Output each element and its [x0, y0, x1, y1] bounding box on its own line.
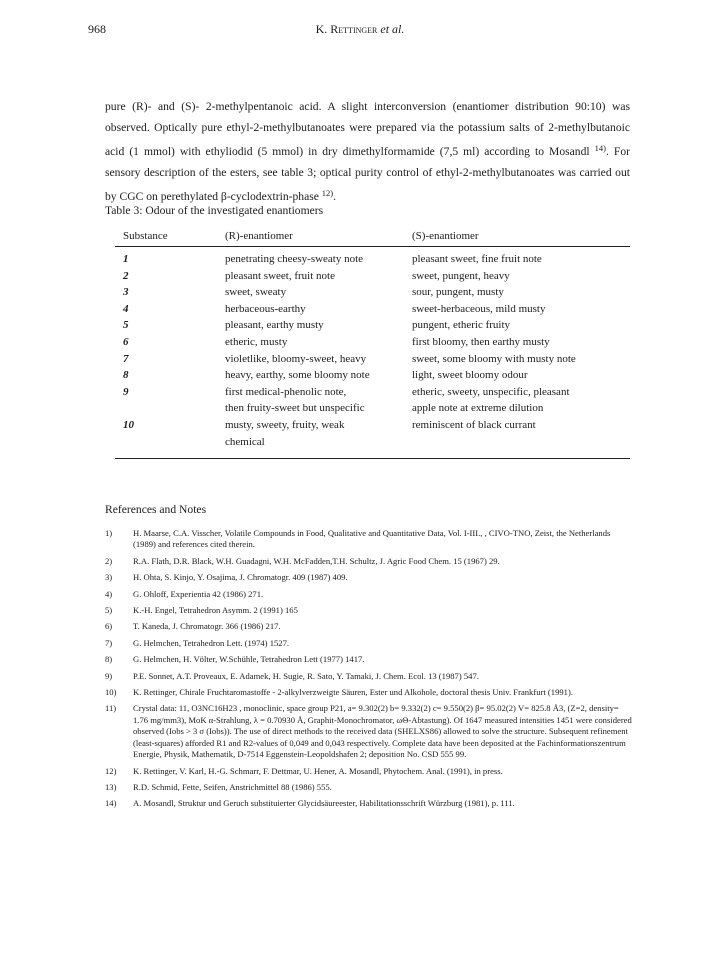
reference-item [105, 654, 635, 665]
table-row [115, 268, 630, 285]
table-row [115, 251, 630, 268]
body-text [105, 97, 630, 208]
reference-text: G. Helmchen, H. Völter, W.Schühle, Tetrahedron Lett (1977) 1417. [133, 654, 365, 665]
odour-table [115, 227, 630, 459]
substance-number: 3 [123, 286, 129, 299]
body-part-1: pure (R)- and (S)- 2-methylpentanoic acid. A slight interconversion (enantiomer distribution 90:10) was observed. Optically pure ethyl-2-methylbutanoates were prepared via the potassium salts of 2-methylbutanoic acid (1 mmol) with ethyliodid (5 mmol) in dry dimethylformamide (7,5 ml) according to Mosandl [105, 100, 630, 159]
reference-number: 1) [105, 528, 113, 538]
reference-number: 4) [105, 588, 113, 599]
running-head-author: K. Rettinger [315, 22, 378, 36]
table-rule-bottom [115, 458, 630, 459]
r-odour: pleasant, earthy musty [225, 319, 324, 332]
substance-number: 7 [123, 352, 129, 365]
substance-number [115, 400, 225, 417]
reference-item [105, 556, 635, 567]
r-odour: first medical-phenolic note, [225, 385, 347, 398]
reference-text: R.A. Flath, D.R. Black, W.H. Guadagni, W.H. McFadden,T.H. Schultz, J. Agric Food Chem. 15 (1967) 29. [133, 555, 500, 566]
running-head-etal: et al. [377, 22, 405, 36]
substance-number [115, 434, 225, 451]
s-odour: sweet-herbaceous, mild musty [412, 302, 546, 315]
header-substance: Substance [123, 230, 168, 242]
s-odour [412, 434, 630, 451]
table-row [115, 384, 630, 401]
body-paragraph [105, 97, 630, 208]
reference-text: R.D. Schmid, Fette, Seifen, Anstrichmittel 88 (1986) 555. [133, 781, 332, 792]
s-odour: pungent, etheric fruity [412, 319, 511, 332]
reference-text: H. Maarse, C.A. Visscher, Volatile Compounds in Food, Qualitative and Quantitative Data, Vol. I-III., , CIVO-TNO, Zeist, the Netherlands (1989) and references cited therein. [133, 528, 611, 550]
r-odour: chemical [225, 435, 265, 448]
s-odour: light, sweet bloomy odour [412, 369, 528, 382]
reference-item [105, 589, 635, 600]
r-odour: violetlike, bloomy-sweet, heavy [225, 352, 367, 365]
s-odour: apple note at extreme dilution [412, 402, 544, 415]
reference-number: 8) [105, 654, 113, 665]
reference-item [105, 766, 635, 777]
table-row [115, 417, 630, 434]
table-caption: Table 3: Odour of the investigated enantiomers [105, 204, 324, 217]
header-s-enantiomer: (S)-enantiomer [412, 230, 479, 242]
substance-number: 1 [123, 253, 129, 265]
reference-number: 11) [105, 703, 117, 714]
substance-number: 8 [123, 369, 129, 382]
substance-number: 6 [123, 335, 129, 348]
footnote-ref-12: 12) [321, 188, 334, 199]
r-odour: sweet, sweaty [225, 286, 287, 299]
reference-text: G. Helmchen, Tetrahedron Lett. (1974) 1527. [133, 637, 290, 648]
reference-item [105, 671, 635, 682]
table-rule-top [115, 246, 630, 247]
r-odour: then fruity-sweet but unspecific [225, 402, 365, 415]
table-header-row [115, 227, 630, 246]
s-odour: sweet, pungent, heavy [412, 269, 510, 282]
substance-number: 10 [123, 418, 134, 431]
reference-number: 13) [105, 781, 117, 792]
page-number: 968 [88, 22, 106, 36]
running-head [0, 22, 720, 37]
reference-item [105, 703, 635, 760]
reference-text: H. Ohta, S. Kinjo, Y. Osajima, J. Chromatogr. 409 (1987) 409. [133, 572, 348, 583]
reference-item [105, 621, 635, 632]
r-odour: musty, sweety, fruity, weak [225, 418, 345, 431]
table-row [115, 284, 630, 301]
s-odour: first bloomy, then earthy musty [412, 335, 550, 348]
reference-number: 9) [105, 670, 113, 681]
header-r-enantiomer: (R)-enantiomer [225, 230, 293, 242]
body-part-2: . For sensory description of the esters, see table 3; optical purity control of ethyl-2-methylbutanoates was carried out by CGC on perethylated β-cyclodextrin-phase [105, 145, 630, 204]
r-odour: etheric, musty [225, 335, 288, 348]
r-odour: pleasant sweet, fruit note [225, 269, 335, 282]
reference-item [105, 638, 635, 649]
footnote-ref-14: 14) [594, 143, 606, 154]
reference-text: G. Ohloff, Experientia 42 (1986) 271. [133, 588, 264, 599]
substance-number: 5 [123, 319, 129, 332]
reference-text: Crystal data: 11, O3NC16H23 , monoclinic, space group P21, a= 9.302(2) b= 9.332(2) c= 9.550(2) β= 95.02(2) V= 825.8 Å3, (Z=2, density= 1.76 mg/mm3), MoK α-Strahlung, λ = 0.70930 Å, Graphit-Monochromator, ωΘ-Abtastung). Of 1647 measured intensities 1451 were considered observed (Iobs > 3 σ (Iobs)). The use of direct methods to the received data (SHELXS86) allowed to solve the structure. Subsequent refinement (least-squares) afforded R1 and R2-values of 0,049 and 0,043 respectively. Complete data have been deposited at the Fachinformationszentrum Energie, Physik, Mathematik, D-7514 Eggenstein-Leopoldshafen 2; deposition No. CSD 555 99. [133, 703, 632, 760]
table-row [115, 400, 630, 417]
substance-number: 4 [123, 302, 129, 315]
table-row [115, 317, 630, 334]
reference-text: K. Rettinger, Chirale Fruchtaromastoffe - 2-alkylverzweigte Säuren, Ester und Alkohole, doctoral thesis Univ. Frankfurt (1991). [133, 687, 573, 698]
references-list [105, 528, 635, 815]
reference-number: 7) [105, 637, 113, 648]
table-row [115, 301, 630, 318]
reference-number: 6) [105, 621, 113, 632]
reference-number: 12) [105, 765, 117, 776]
s-odour: sweet, some bloomy with musty note [412, 352, 576, 365]
reference-text: K.-H. Engel, Tetrahedron Asymm. 2 (1991) 165 [133, 605, 298, 616]
reference-number: 3) [105, 572, 113, 583]
body-part-3: . [333, 190, 337, 204]
reference-text: A. Mosandl, Struktur und Geruch substituierter Glycidsäureester, Habilitationsschrift Würzburg (1981), p. 111. [133, 798, 515, 809]
s-odour: etheric, sweety, unspecific, pleasant [412, 385, 570, 398]
reference-item [105, 782, 635, 793]
reference-item [105, 528, 635, 551]
r-odour: penetrating cheesy-sweaty note [225, 253, 364, 265]
reference-text: K. Rettinger, V. Karl, H.-G. Schmarr, F. Dettmar, U. Hener, A. Mosandl, Phytochem. Anal. (1991), in press. [133, 765, 503, 776]
reference-item [105, 798, 635, 809]
r-odour: herbaceous-earthy [225, 302, 306, 315]
table-row [115, 334, 630, 351]
references-title: References and Notes [105, 503, 207, 516]
r-odour: heavy, earthy, some bloomy note [225, 369, 370, 382]
reference-text: T. Kaneda, J. Chromatogr. 366 (1986) 217. [133, 621, 281, 632]
table-body [115, 251, 630, 450]
substance-number: 2 [123, 269, 129, 282]
reference-item [105, 572, 635, 583]
s-odour: reminiscent of black currant [412, 418, 536, 431]
s-odour: sour, pungent, musty [412, 286, 504, 299]
reference-number: 10) [105, 687, 117, 698]
reference-number: 2) [105, 555, 113, 566]
s-odour: pleasant sweet, fine fruit note [412, 253, 542, 265]
substance-number: 9 [123, 385, 129, 398]
reference-item [105, 605, 635, 616]
reference-text: P.E. Sonnet, A.T. Proveaux, E. Adamek, H. Sugie, R. Sato, Y. Tamaki, J. Chem. Ecol. 13 (1987) 547. [133, 670, 479, 681]
reference-number: 5) [105, 605, 113, 616]
table-row [115, 434, 630, 451]
table-row [115, 367, 630, 384]
table-row [115, 351, 630, 368]
reference-item [105, 687, 635, 698]
reference-number: 14) [105, 798, 117, 809]
